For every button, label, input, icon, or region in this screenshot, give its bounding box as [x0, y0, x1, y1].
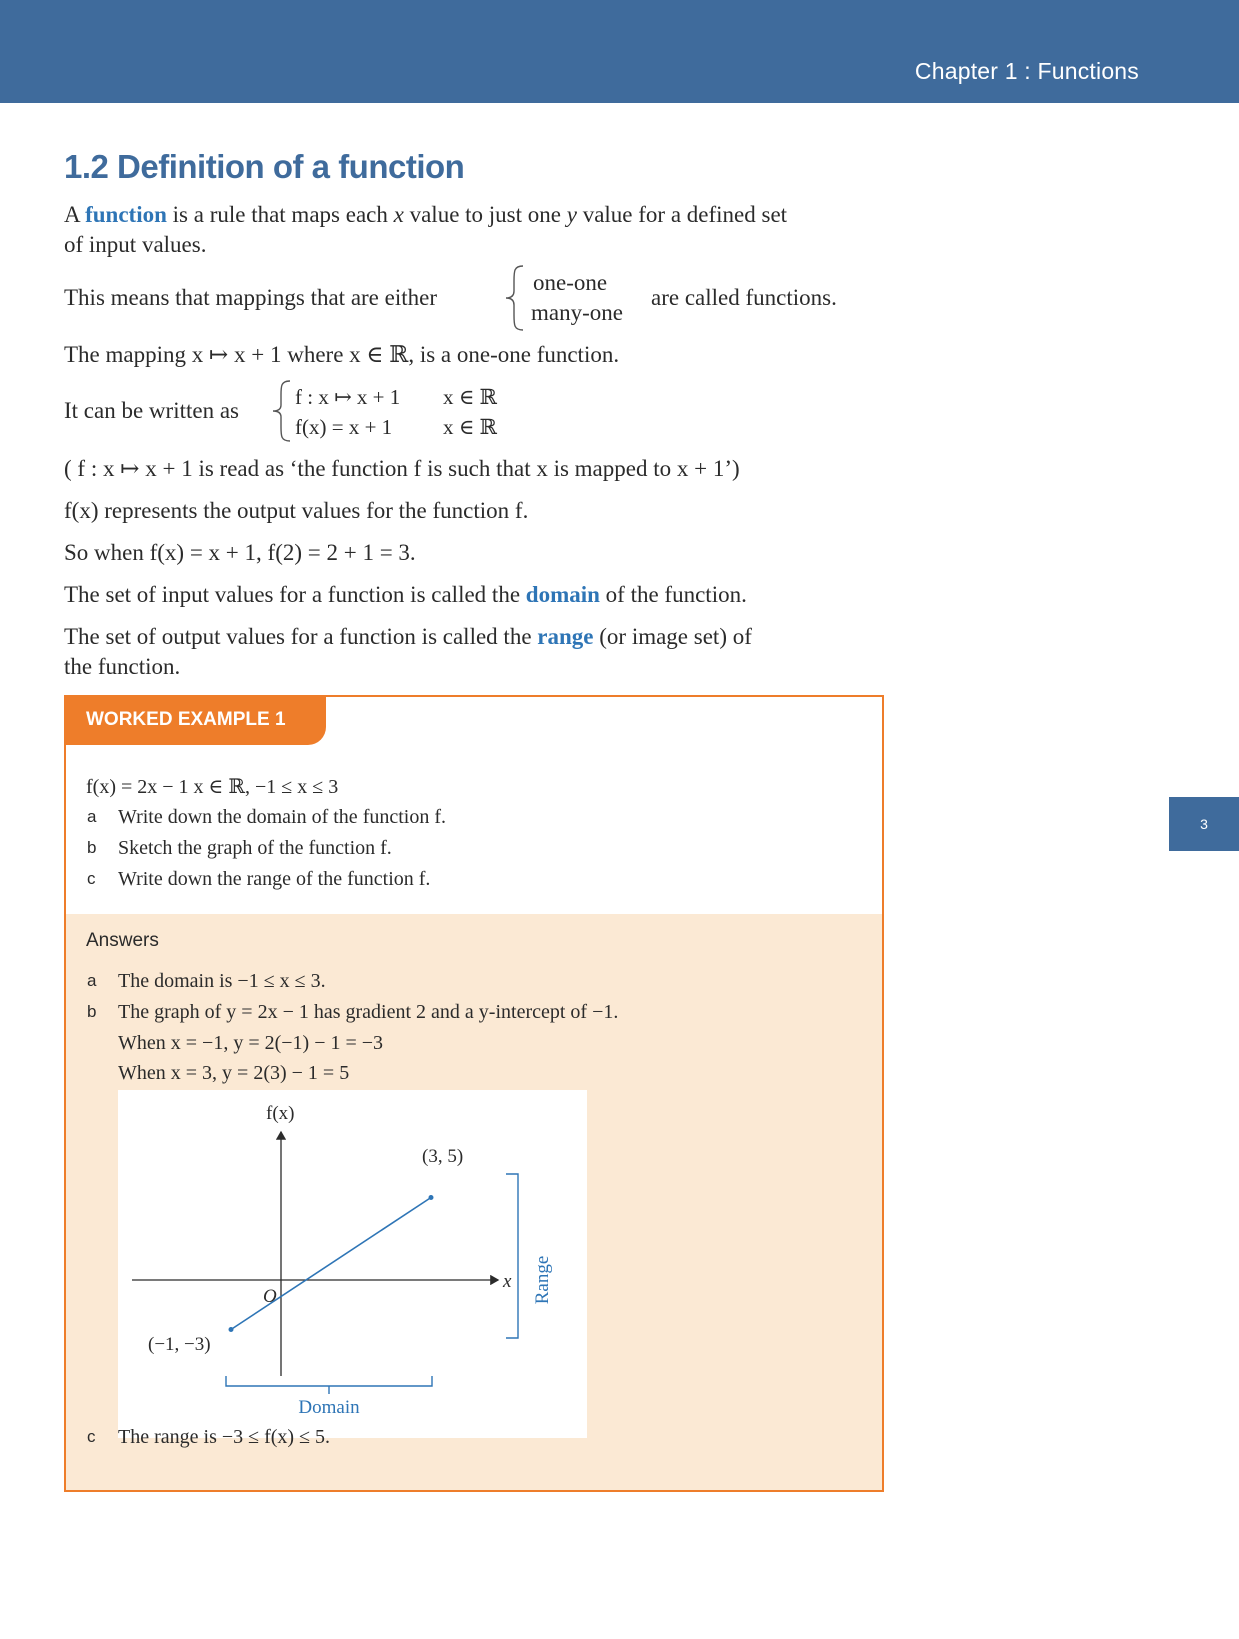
term-range: range	[537, 624, 594, 649]
range-bracket	[506, 1174, 518, 1338]
part-text: Write down the domain of the function f.	[118, 806, 446, 828]
part-letter: a	[87, 807, 97, 826]
worked-example-box	[64, 695, 884, 1492]
start-point-label: (−1, −3)	[148, 1334, 211, 1355]
worked-example-question: f(x) = 2x − 1 x ∈ ℝ, −1 ≤ x ≤ 3	[86, 776, 339, 798]
worked-example-label: WORKED EXAMPLE 1	[86, 709, 286, 730]
origin-label: O	[263, 1286, 277, 1307]
intro-paragraph-5: ( f : x ↦ x + 1 is read as ‘the function f is such that x is mapped to x + 1’)	[64, 456, 740, 481]
intro-paragraph-3: The mapping x ↦ x + 1 where x ∈ ℝ, is a one-one function.	[64, 342, 620, 367]
x-axis-label: x	[503, 1271, 512, 1292]
chapter-banner	[0, 0, 1239, 103]
function-line	[231, 1198, 431, 1330]
term-domain: domain	[525, 582, 600, 607]
start-point	[229, 1327, 234, 1332]
intro-paragraph-2-tail: are called functions.	[651, 285, 837, 310]
answers-heading: Answers	[86, 930, 159, 951]
chapter-title: Chapter 1 : Functions	[914, 58, 1139, 84]
domain-bracket	[226, 1376, 432, 1386]
function-graph	[118, 1090, 587, 1438]
part-letter: c	[87, 869, 96, 888]
brace-icon	[503, 263, 527, 333]
page-number: 3	[1200, 816, 1208, 832]
intro-paragraph-4-lead: It can be written as	[64, 398, 239, 423]
text: the function.	[64, 654, 181, 679]
text: value for a defined set	[576, 202, 788, 227]
option-one-one: one-one	[533, 270, 608, 295]
notation-domain-2: x ∈ ℝ	[443, 415, 497, 439]
y-axis-label: f(x)	[266, 1103, 295, 1124]
answer-text: The range is −3 ≤ f(x) ≤ 5.	[118, 1426, 331, 1448]
intro-paragraph-2-lead: This means that mappings that are either	[64, 285, 437, 310]
range-label: Range	[532, 1255, 553, 1305]
intro-paragraph-6: f(x) represents the output values for the function f.	[64, 498, 529, 523]
intro-paragraph-1	[64, 200, 787, 260]
answer-letter: a	[87, 971, 97, 990]
brace-icon	[270, 378, 294, 444]
section-heading: 1.2 Definition of a function	[64, 148, 465, 185]
domain-label: Domain	[298, 1397, 360, 1418]
text: The set of output values for a function is called the	[64, 624, 538, 649]
notation-domain-1: x ∈ ℝ	[443, 385, 497, 409]
text: A	[64, 202, 86, 227]
text: value to just one	[403, 202, 567, 227]
answer-text: When x = 3, y = 2(3) − 1 = 5	[118, 1062, 350, 1084]
end-point-label: (3, 5)	[422, 1146, 464, 1167]
part-text: Write down the range of the function f.	[118, 868, 431, 890]
text: of the function.	[599, 582, 747, 607]
answer-text: The domain is −1 ≤ x ≤ 3.	[118, 970, 326, 992]
term-function: function	[85, 202, 167, 227]
answer-text: The graph of y = 2x − 1 has gradient 2 and a y-intercept of −1.	[118, 1001, 619, 1023]
text: of input values.	[64, 232, 207, 257]
notation-line-2: f(x) = x + 1	[295, 415, 393, 439]
intro-paragraph-8	[64, 580, 747, 610]
worked-example-tab	[64, 695, 326, 745]
option-many-one: many-one	[531, 300, 623, 325]
graph-svg	[118, 1090, 587, 1438]
page-number-tab	[1169, 797, 1239, 851]
text: (or image set) of	[593, 624, 752, 649]
mapping-options	[533, 268, 623, 328]
answer-letter: b	[87, 1002, 97, 1021]
intro-paragraph-7: So when f(x) = x + 1, f(2) = 2 + 1 = 3.	[64, 540, 416, 565]
function-notation	[295, 382, 497, 442]
answer-text: When x = −1, y = 2(−1) − 1 = −3	[118, 1032, 384, 1054]
part-letter: b	[87, 838, 97, 857]
var-y: y	[566, 202, 577, 227]
var-x: x	[393, 202, 404, 227]
text: is a rule that maps each	[166, 202, 394, 227]
notation-line-1: f : x ↦ x + 1	[295, 385, 401, 409]
part-text: Sketch the graph of the function f.	[118, 837, 392, 859]
text: The set of input values for a function is called the	[64, 582, 526, 607]
end-point	[429, 1195, 434, 1200]
answer-letter: c	[87, 1427, 96, 1446]
intro-paragraph-9	[64, 622, 752, 682]
